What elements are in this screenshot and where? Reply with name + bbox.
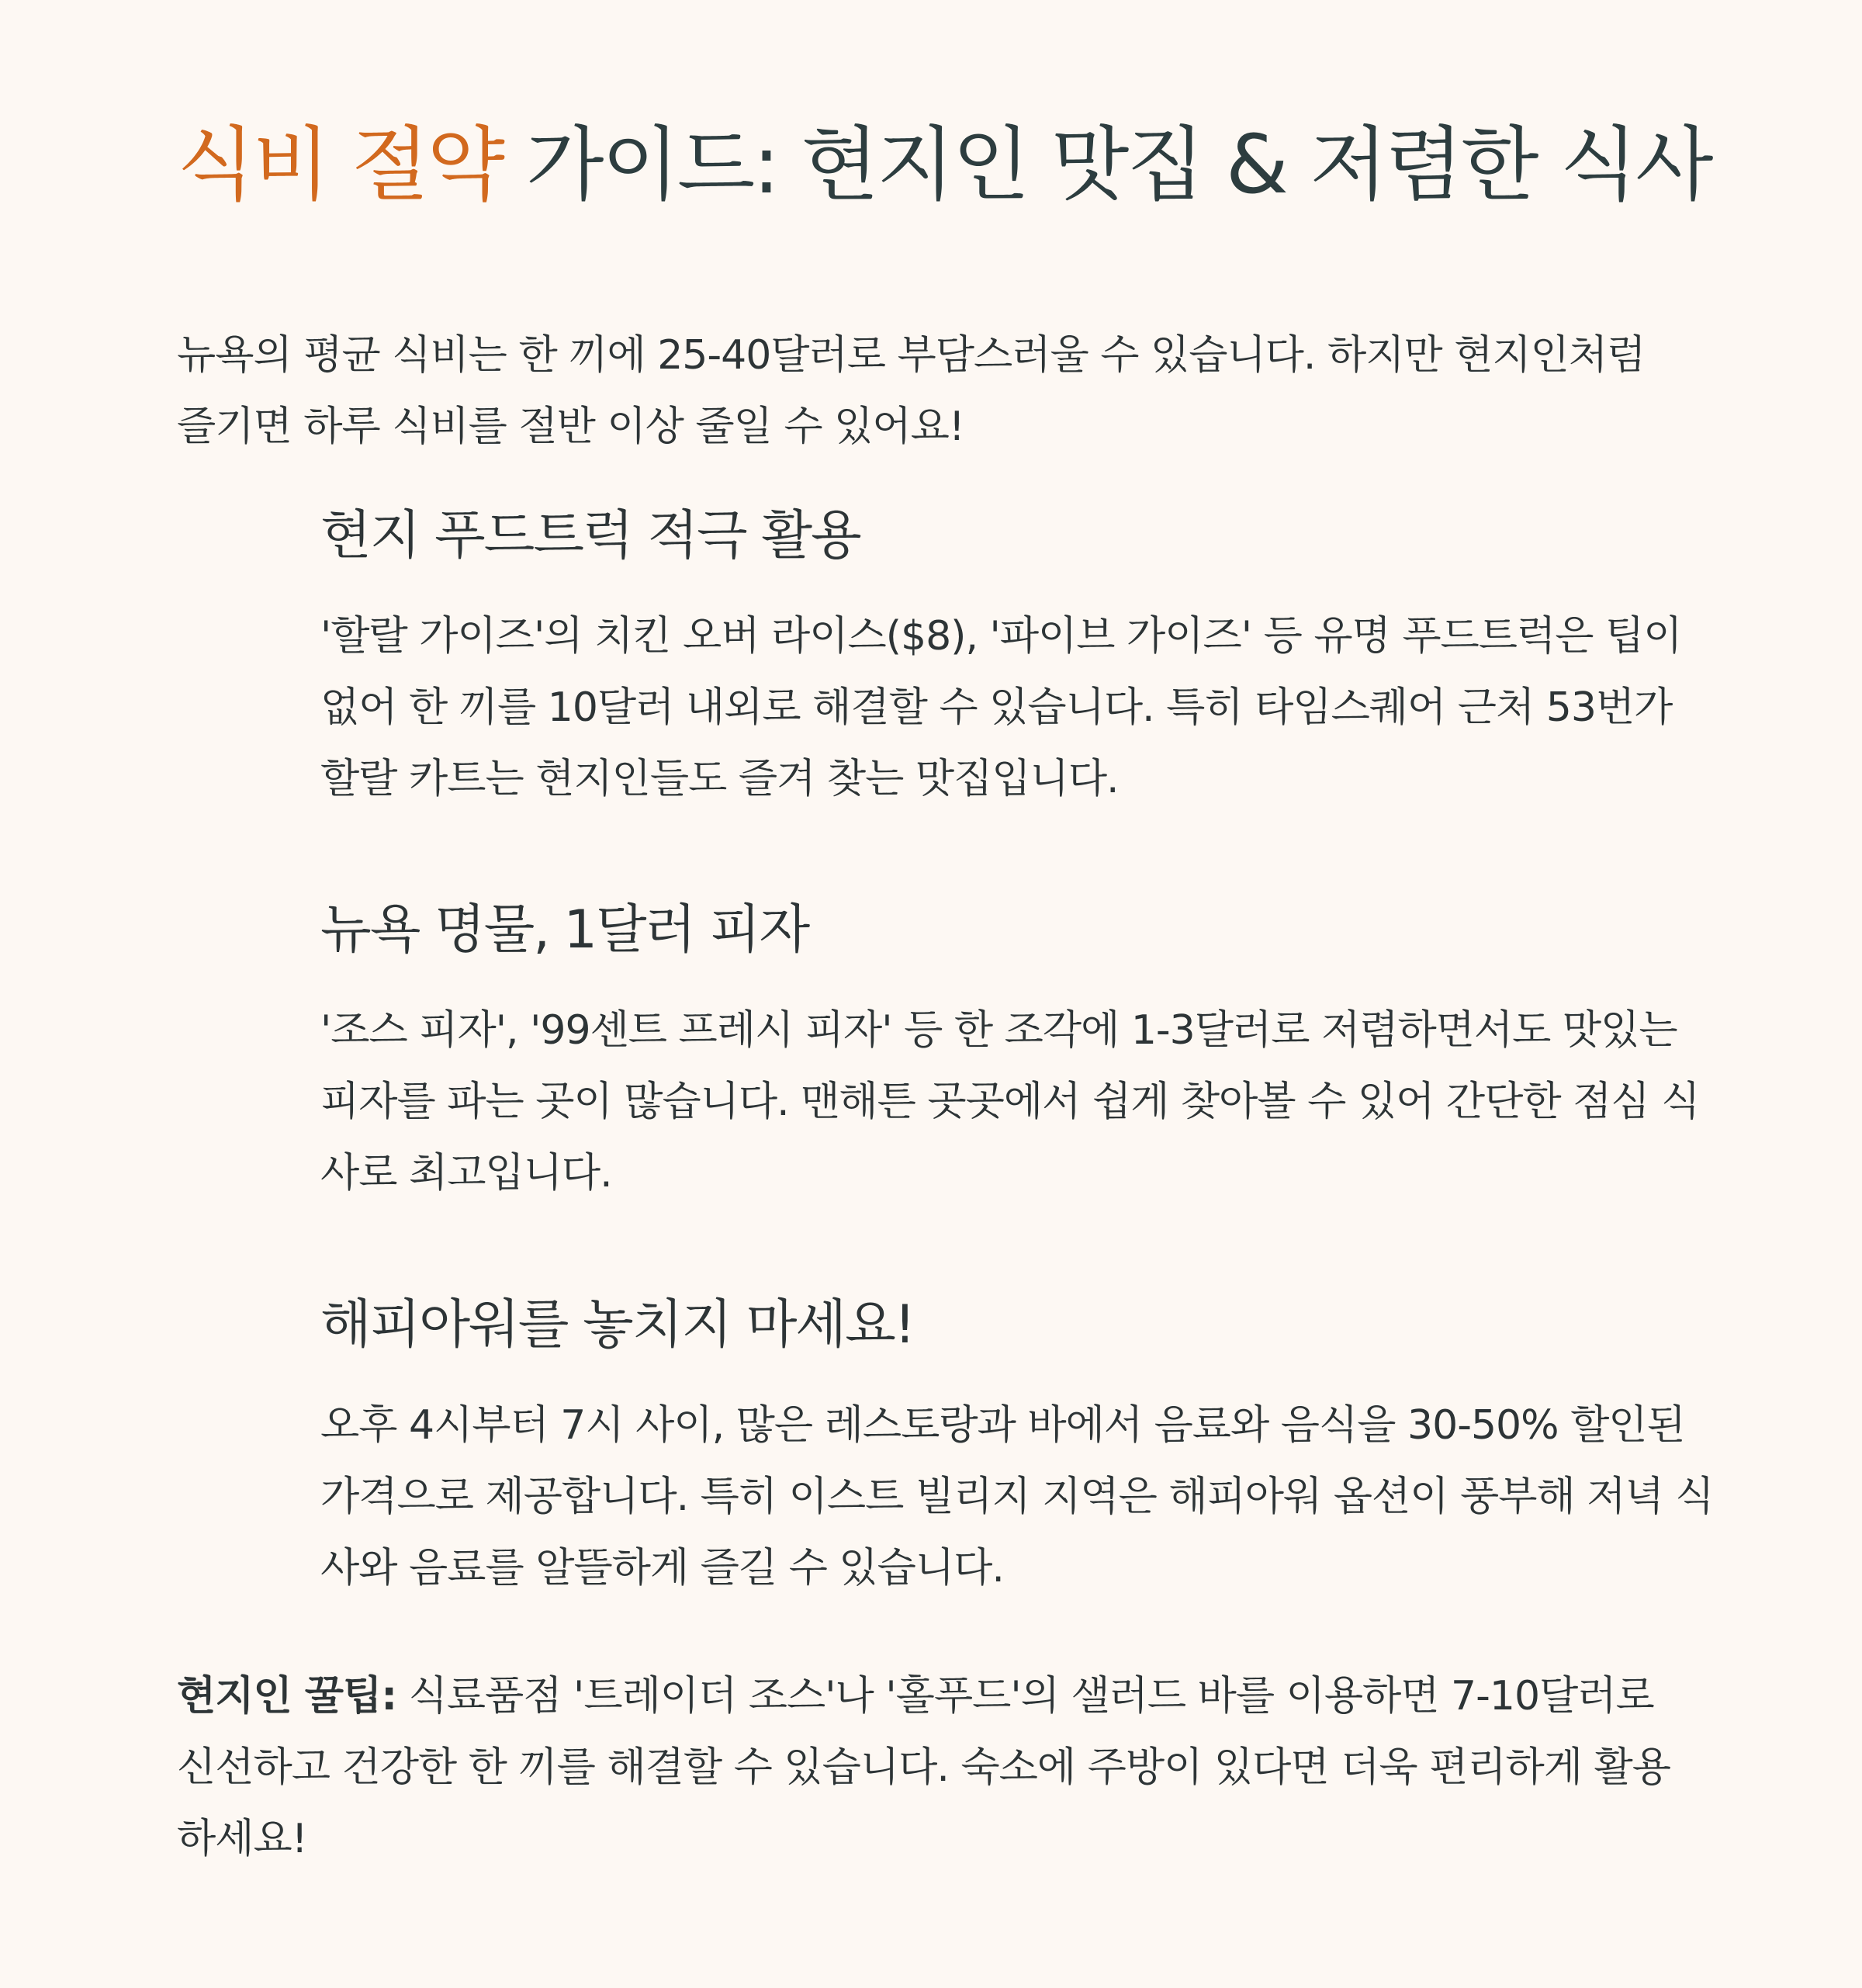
section-heading: 해피아워를 놓치지 마세요! bbox=[320, 1294, 915, 1356]
title-rest: 가이드: 현지인 맛집 & 저렴한 식사 bbox=[502, 117, 1711, 212]
tip-label: 현지인 꿀팁: bbox=[177, 1673, 397, 1720]
tip-text: 식료품점 '트레이더 조스'나 '홀푸드'의 샐러드 바를 이용하면 7-10달러로 신선하고 건강한 한 끼를 해결할 수 있습니다. 숙소에 주방이 있다면 더욱 편리하게 활용하세요! bbox=[177, 1673, 1671, 1862]
local-tip bbox=[177, 1661, 1690, 1875]
title-accent: 식비 절약 bbox=[177, 117, 503, 212]
article bbox=[177, 116, 1714, 1862]
page-title bbox=[177, 116, 1711, 213]
section-heading: 뉴욕 명물, 1달러 피자 bbox=[320, 899, 809, 961]
section-food-trucks bbox=[320, 504, 1717, 815]
section-body: '할랄 가이즈'의 치킨 오버 라이스($8), '파이브 가이즈' 등 유명 푸드트럭은 팁이 없어 한 끼를 10달러 내외로 해결할 수 있습니다. 특히 타임스퀘어 근처 53번가 할랄 카트는 현지인들도 즐겨 찾는 맛집입니다. bbox=[320, 612, 1682, 802]
section-body: 오후 4시부터 7시 사이, 많은 레스토랑과 바에서 음료와 음식을 30-50% 할인된 가격으로 제공합니다. 특히 이스트 빌리지 지역은 해피아워 옵션이 풍부해 저녁 식사와 음료를 알뜰하게 즐길 수 있습니다. bbox=[320, 1401, 1714, 1591]
section-dollar-pizza bbox=[320, 899, 1717, 1209]
section-heading: 현지 푸드트럭 적극 활용 bbox=[320, 505, 860, 566]
section-happy-hour bbox=[320, 1294, 1717, 1604]
section-body: '조스 피자', '99센트 프레시 피자' 등 한 조각에 1-3달러로 저렴하면서도 맛있는 피자를 파는 곳이 많습니다. 맨해튼 곳곳에서 쉽게 찾아볼 수 있어 간단한 점심 식사로 최고입니다. bbox=[320, 1006, 1700, 1197]
intro-paragraph: 뉴욕의 평균 식비는 한 끼에 25-40달러로 부담스러울 수 있습니다. 하지만 현지인처럼 즐기면 하루 식비를 절반 이상 줄일 수 있어요! bbox=[177, 332, 1646, 450]
